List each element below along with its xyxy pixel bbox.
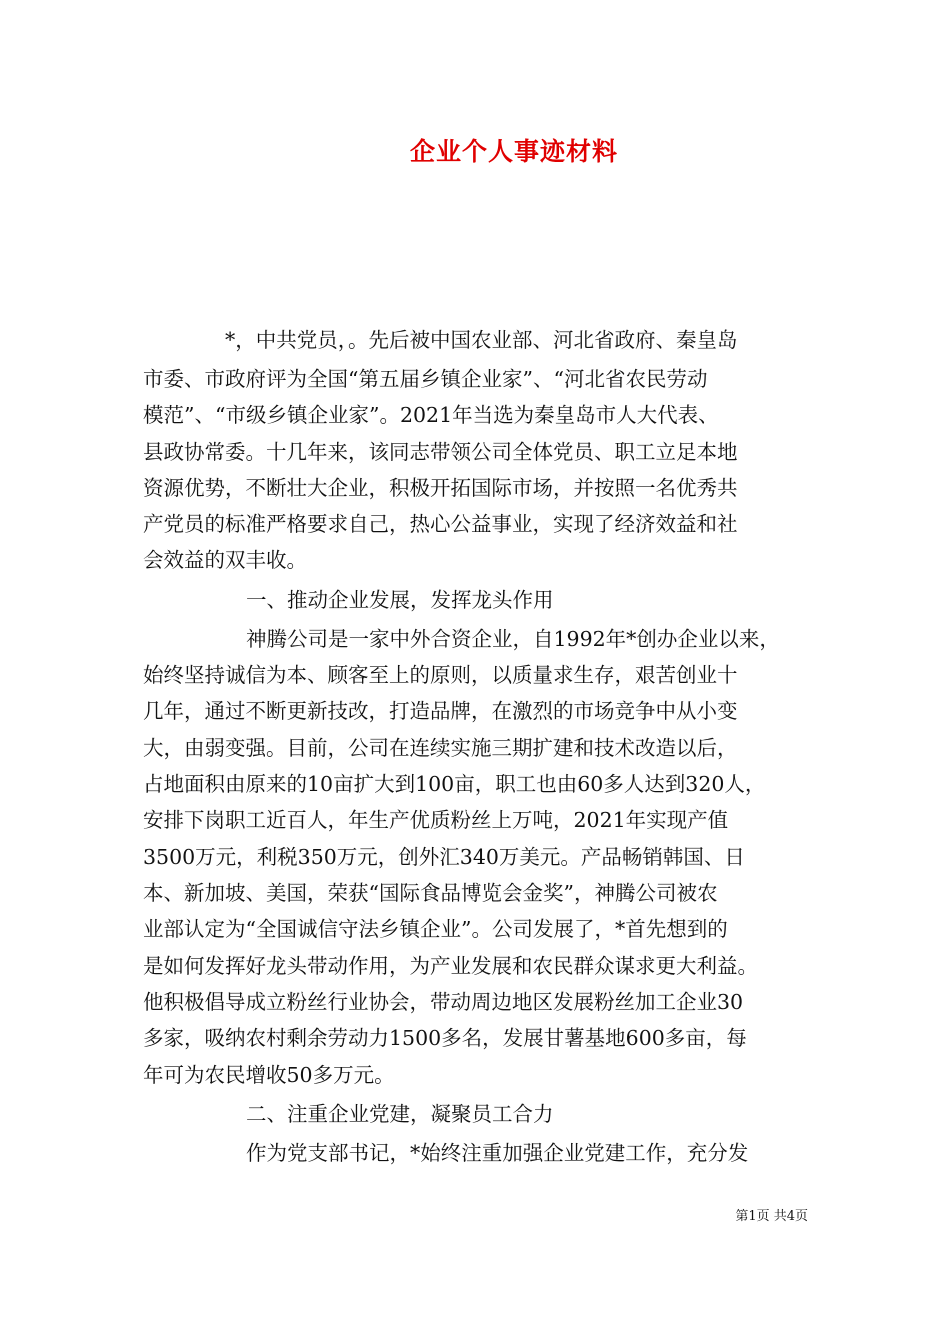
page-title: 企业个人事迹材料 bbox=[409, 137, 618, 166]
body-line: 资源优势，不断壮大企业，积极开拓国际市场，并按照一名优秀共 bbox=[143, 476, 738, 500]
body-line: 始终坚持诚信为本、顾客至上的原则，以质量求生存，艰苦创业十 bbox=[143, 663, 738, 687]
body-line: 神腾公司是一家中外合资企业，自1992年*创办企业以来， bbox=[246, 627, 780, 651]
body-line: 本、新加坡、美国，荣获“国际食品博览会金奖”，神腾公司被农 bbox=[143, 881, 718, 905]
body-line: 业部认定为“全国诚信守法乡镇企业”。公司发展了，*首先想到的 bbox=[143, 917, 728, 941]
body-line: 大，由弱变强。目前，公司在连续实施三期扩建和技术改造以后， bbox=[143, 736, 738, 760]
body-line: 模范”、“市级乡镇企业家”。2021年当选为秦皇岛市人大代表、 bbox=[143, 403, 719, 427]
body-line: 占地面积由原来的10亩扩大到100亩，职工也由60多人达到320人， bbox=[143, 772, 766, 796]
body-line: 安排下岗职工近百人，年生产优质粉丝上万吨，2021年实现产值 bbox=[143, 808, 729, 832]
page-footer: 第1页 共4页 bbox=[735, 1209, 808, 1224]
section-heading: 一、推动企业发展，发挥龙头作用 bbox=[246, 588, 554, 612]
body-line: 3500万元，利税350万元，创外汇340万美元。产品畅销韩国、日 bbox=[143, 845, 745, 869]
body-line: 几年，通过不断更新技改，打造品牌，在激烈的市场竞争中从小变 bbox=[143, 699, 738, 723]
body-line: 多家，吸纳农村剩余劳动力1500多名，发展甘薯基地600多亩，每 bbox=[143, 1026, 747, 1050]
body-line: 作为党支部书记，*始终注重加强企业党建工作，充分发 bbox=[246, 1141, 749, 1165]
body-line: 是如何发挥好龙头带动作用，为产业发展和农民群众谋求更大利益。 bbox=[143, 954, 758, 978]
body-line: 年可为农民增收50多万元。 bbox=[143, 1063, 395, 1087]
body-line: 他积极倡导成立粉丝行业协会，带动周边地区发展粉丝加工企业30 bbox=[143, 990, 744, 1014]
body-line: *，中共党员，。先后被中国农业部、河北省政府、秦皇岛 bbox=[225, 328, 738, 352]
body-line: 市委、市政府评为全国“第五届乡镇企业家”、“河北省农民劳动 bbox=[143, 367, 708, 391]
body-line: 县政协常委。十几年来，该同志带领公司全体党员、职工立足本地 bbox=[143, 440, 738, 464]
body-line: 会效益的双丰收。 bbox=[143, 548, 307, 572]
section-heading: 二、注重企业党建，凝聚员工合力 bbox=[246, 1102, 554, 1126]
body-line: 产党员的标准严格要求自己，热心公益事业，实现了经济效益和社 bbox=[143, 512, 738, 536]
